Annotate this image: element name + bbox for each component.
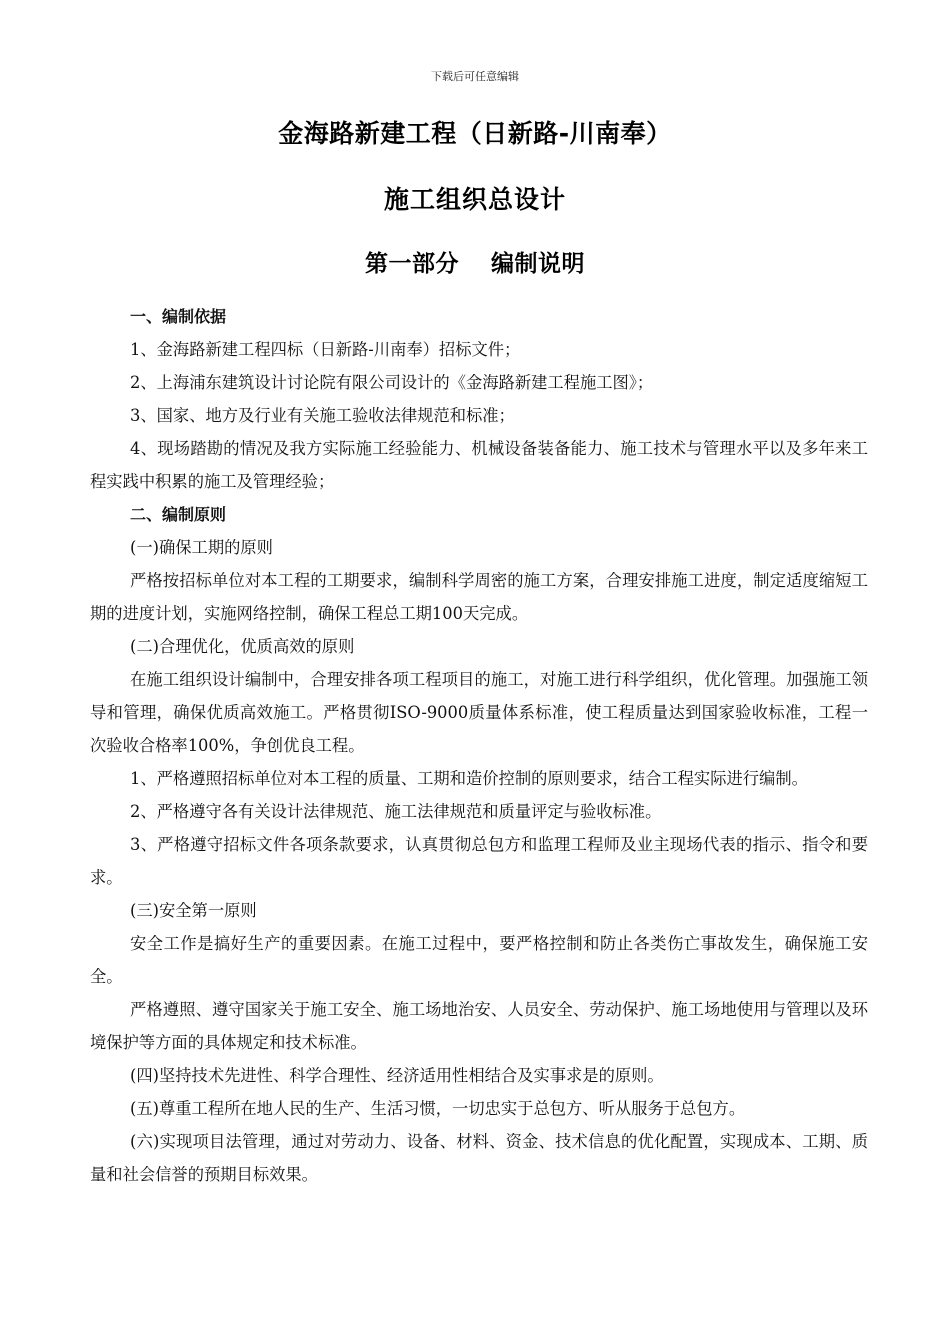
principle-title: (一)确保工期的原则 [130, 538, 273, 557]
header-note: 下载后可任意编辑 [431, 70, 519, 83]
part-title: 第一部分 编制说明 [364, 251, 585, 277]
section-heading-principles: 二、编制原则 [130, 505, 227, 524]
basis-item: 2、上海浦东建筑设计讨论院有限公司设计的《金海路新建工程施工图》； [130, 373, 654, 392]
principle-text: 在施工组织设计编制中，合理安排各项工程项目的施工，对施工进行科学组织，优化管理。加强施工领导和管理，确保优质高效施工。严格贯彻ISO-9000质量体系标准，使工程质量达到国家验收标准，工程一次验收合格率100%，争创优良工程。 [90, 670, 868, 755]
principle-text: 严格按招标单位对本工程的工期要求，编制科学周密的施工方案，合理安排施工进度，制定适度缩短工期的进度计划，实施网络控制，确保工程总工期100天完成。 [90, 571, 868, 623]
principle-item: 3、严格遵守招标文件各项条款要求，认真贯彻总包方和监理工程师及业主现场代表的指示、指令和要求。 [90, 835, 868, 887]
principle-item: 1、严格遵照招标单位对本工程的质量、工期和造价控制的原则要求，结合工程实际进行编制。 [130, 769, 808, 788]
principle-text: 严格遵照、遵守国家关于施工安全、施工场地治安、人员安全、劳动保护、施工场地使用与管理以及环境保护等方面的具体规定和技术标准。 [90, 1000, 868, 1052]
principle-item: 2、严格遵守各有关设计法律规范、施工法律规范和质量评定与验收标准。 [130, 802, 662, 821]
section-heading-basis: 一、编制依据 [130, 307, 227, 326]
principle-title: (二)合理优化，优质高效的原则 [130, 637, 355, 656]
principle-title: (六)实现项目法管理，通过对劳动力、设备、材料、资金、技术信息的优化配置，实现成本、工期、质量和社会信誉的预期目标效果。 [90, 1132, 868, 1184]
document-body [90, 300, 868, 1191]
principle-title: (四)坚持技术先进性、科学合理性、经济适用性相结合及实事求是的原则。 [130, 1066, 664, 1085]
document-title: 金海路新建工程（日新路-川南奉） [278, 119, 672, 148]
basis-item: 3、国家、地方及行业有关施工验收法律规范和标准； [130, 406, 515, 425]
basis-item: 4、现场踏勘的情况及我方实际施工经验能力、机械设备装备能力、施工技术与管理水平以及多年来工程实践中积累的施工及管理经验； [90, 439, 868, 491]
principle-title: (三)安全第一原则 [130, 901, 257, 920]
document-subtitle: 施工组织总设计 [383, 185, 566, 214]
basis-item: 1、金海路新建工程四标（日新路-川南奉）招标文件； [130, 340, 521, 359]
principle-title: (五)尊重工程所在地人民的生产、生活习惯，一切忠实于总包方、听从服务于总包方。 [130, 1099, 746, 1118]
principle-text: 安全工作是搞好生产的重要因素。在施工过程中，要严格控制和防止各类伤亡事故发生，确保施工安全。 [90, 934, 868, 986]
